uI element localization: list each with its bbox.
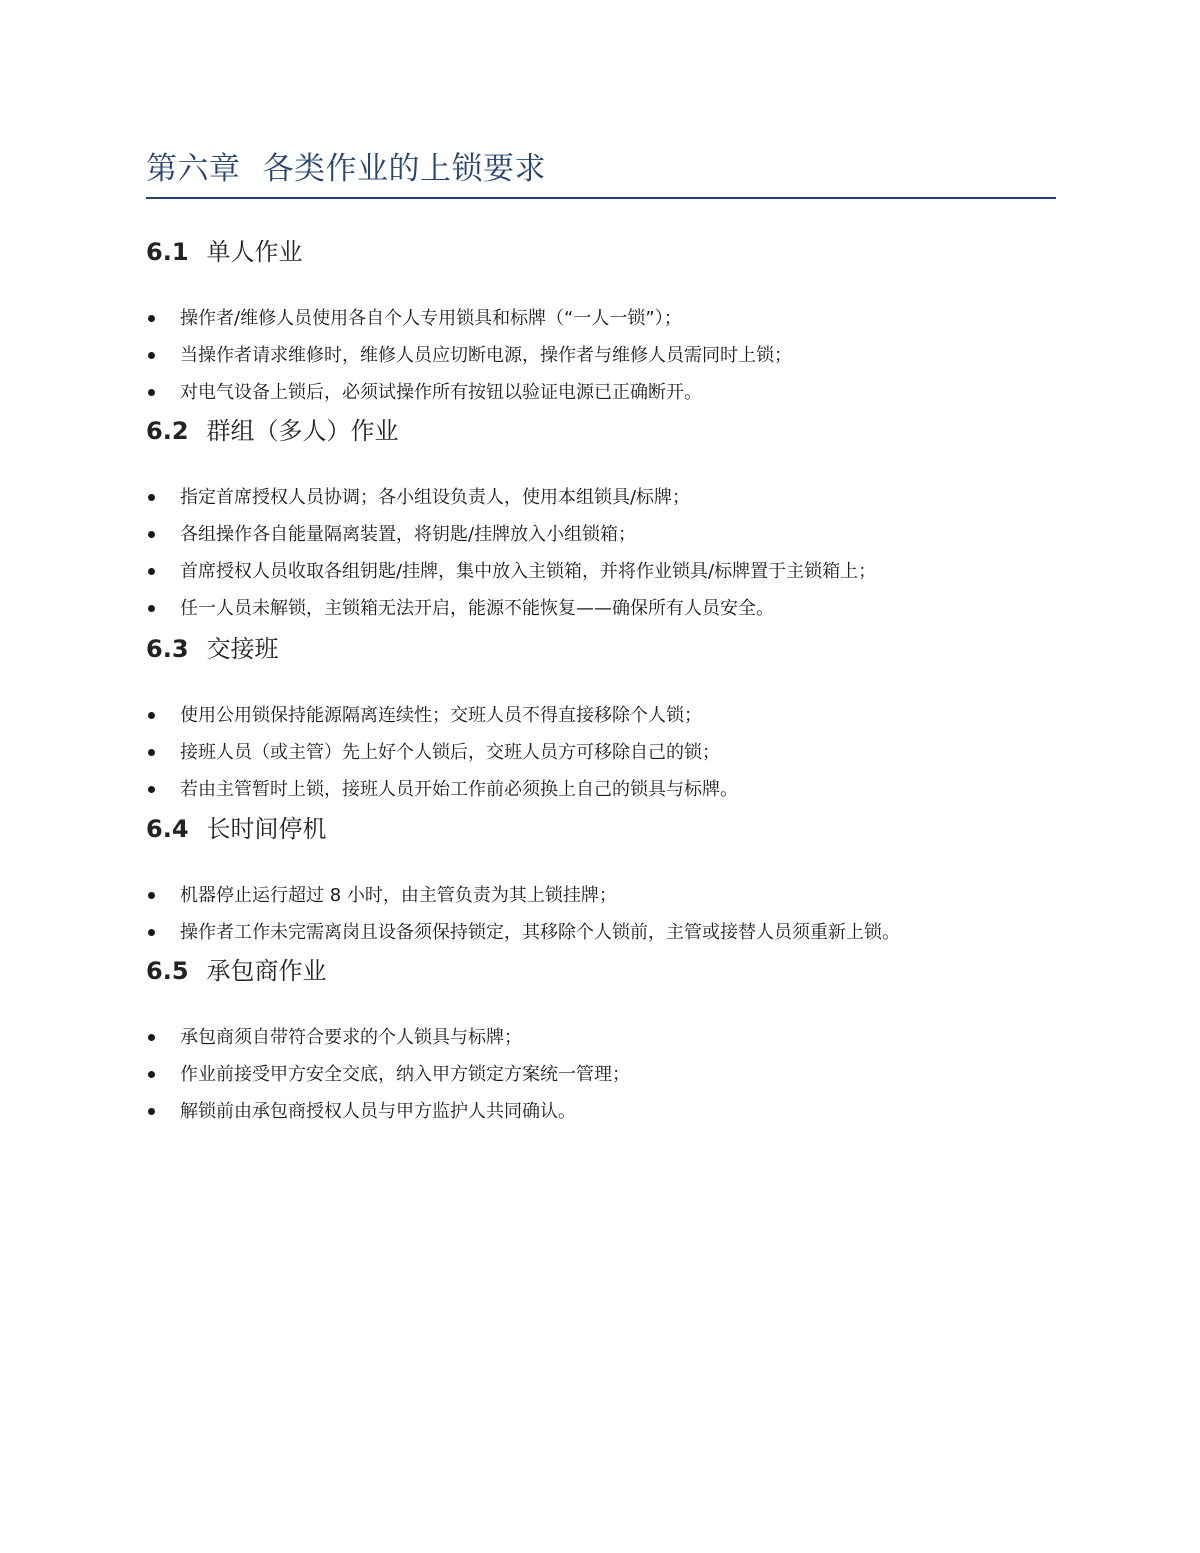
- bullet-icon: [148, 1108, 155, 1115]
- bullet-list: [146, 877, 1046, 951]
- section-title: 承包商作业: [206, 957, 327, 985]
- chapter-title-rule: [146, 197, 1056, 199]
- section-heading: [146, 234, 1046, 270]
- list-item: [146, 300, 1046, 337]
- section-6-1: [146, 234, 1046, 411]
- bullet-list: [146, 697, 1046, 808]
- list-item-text: 指定首席授权人员协调；各小组设负责人，使用本组锁具/标牌；: [180, 487, 691, 508]
- chapter-title: [146, 146, 546, 192]
- section-number: 6.4: [146, 815, 189, 843]
- list-item-text: 首席授权人员收取各组钥匙/挂牌，集中放入主锁箱，并将作业锁具/标牌置于主锁箱上；: [180, 561, 877, 582]
- list-item-text: 解锁前由承包商授权人员与甲方监护人共同确认。: [180, 1101, 576, 1122]
- section-number: 6.5: [146, 957, 189, 985]
- bullet-icon: [148, 892, 155, 899]
- chapter-title-text: 各类作业的上锁要求: [262, 151, 546, 187]
- bullet-list: [146, 300, 1046, 411]
- bullet-icon: [148, 786, 155, 793]
- section-title: 长时间停机: [206, 815, 327, 843]
- list-item-text: 使用公用锁保持能源隔离连续性；交班人员不得直接移除个人锁；: [180, 705, 702, 726]
- bullet-icon: [148, 1071, 155, 1078]
- list-item-text: 若由主管暂时上锁，接班人员开始工作前必须换上自己的锁具与标牌。: [180, 779, 738, 800]
- section-6-2: [146, 413, 1046, 627]
- section-number: 6.3: [146, 635, 189, 663]
- list-item: [146, 374, 1046, 411]
- section-heading: [146, 631, 1046, 667]
- list-item: [146, 337, 1046, 374]
- section-number: 6.2: [146, 417, 189, 445]
- list-item-text: 对电气设备上锁后，必须试操作所有按钮以验证电源已正确断开。: [180, 382, 702, 403]
- bullet-icon: [148, 315, 155, 322]
- section-title: 单人作业: [206, 238, 303, 266]
- chapter-number: 第六章: [146, 151, 241, 187]
- list-item-text: 当操作者请求维修时，维修人员应切断电源，操作者与维修人员需同时上锁；: [180, 345, 792, 366]
- list-item: [146, 553, 1046, 590]
- list-item-text: 操作者/维修人员使用各自个人专用锁具和标牌（“一人一锁”）；: [180, 308, 682, 329]
- list-item-text: 接班人员（或主管）先上好个人锁后，交班人员方可移除自己的锁；: [180, 742, 720, 763]
- bullet-icon: [148, 494, 155, 501]
- bullet-list: [146, 1019, 1046, 1130]
- section-6-5: [146, 953, 1046, 1130]
- section-title: 交接班: [206, 635, 279, 663]
- list-item-text: 任一人员未解锁，主锁箱无法开启，能源不能恢复——确保所有人员安全。: [180, 598, 774, 619]
- bullet-icon: [148, 352, 155, 359]
- list-item-text: 机器停止运行超过 8 小时，由主管负责为其上锁挂牌；: [180, 885, 617, 906]
- section-heading: [146, 811, 1046, 847]
- list-item: [146, 479, 1046, 516]
- bullet-icon: [148, 531, 155, 538]
- list-item: [146, 1056, 1046, 1093]
- list-item: [146, 1093, 1046, 1130]
- list-item: [146, 914, 1046, 951]
- section-number: 6.1: [146, 238, 189, 266]
- list-item-text: 承包商须自带符合要求的个人锁具与标牌；: [180, 1027, 522, 1048]
- list-item: [146, 1019, 1046, 1056]
- bullet-icon: [148, 1034, 155, 1041]
- section-heading: [146, 953, 1046, 989]
- section-title: 群组（多人）作业: [206, 417, 399, 445]
- list-item: [146, 771, 1046, 808]
- bullet-icon: [148, 389, 155, 396]
- bullet-icon: [148, 568, 155, 575]
- list-item-text: 作业前接受甲方安全交底，纳入甲方锁定方案统一管理；: [180, 1064, 630, 1085]
- list-item: [146, 877, 1046, 914]
- section-6-4: [146, 811, 1046, 951]
- list-item: [146, 516, 1046, 553]
- bullet-icon: [148, 605, 155, 612]
- list-item-text: 操作者工作未完需离岗且设备须保持锁定，其移除个人锁前，主管或接替人员须重新上锁。: [180, 922, 900, 943]
- bullet-icon: [148, 929, 155, 936]
- list-item: [146, 697, 1046, 734]
- list-item: [146, 734, 1046, 771]
- bullet-icon: [148, 712, 155, 719]
- list-item-text: 各组操作各自能量隔离装置，将钥匙/挂牌放入小组锁箱；: [180, 524, 637, 545]
- list-item: [146, 590, 1046, 627]
- section-heading: [146, 413, 1046, 449]
- bullet-list: [146, 479, 1046, 627]
- section-6-3: [146, 631, 1046, 808]
- bullet-icon: [148, 749, 155, 756]
